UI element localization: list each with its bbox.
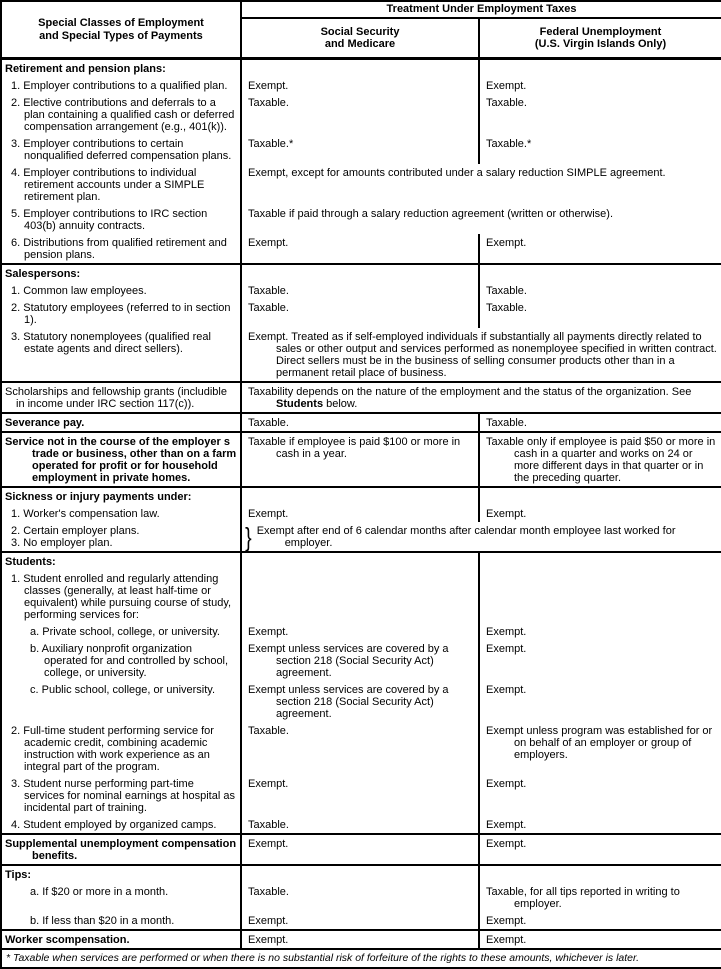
- header-row-top: [1, 1, 721, 18]
- answer-text: Exempt.: [248, 838, 289, 850]
- table-row: [1, 94, 721, 135]
- row-label: 3. No employer plan.: [11, 537, 113, 549]
- answer-text: Exempt unless services are covered by a section 218 (Social Security Act) agreement.: [248, 684, 449, 720]
- federal-unemployment-cell: [479, 135, 721, 164]
- answer-text: [242, 386, 721, 410]
- row-label: b. Auxiliary nonprofit organization operated for and controlled by school, college, or university.: [30, 643, 229, 679]
- empty-cell: [241, 865, 479, 883]
- answer-text: Exempt.: [486, 643, 527, 655]
- table-row: [1, 930, 721, 949]
- answer-text: Exempt.: [486, 778, 527, 790]
- braced-answer: [242, 522, 721, 552]
- column-header-line: and Medicare: [324, 38, 396, 50]
- empty-cell: [241, 264, 479, 282]
- row-label: c. Public school, college, or university.: [30, 684, 216, 696]
- empty-cell: [241, 487, 479, 505]
- answer-text: Taxable.: [248, 285, 289, 297]
- table-row: [1, 413, 721, 432]
- answer-text: Taxable.*: [248, 138, 294, 150]
- table-row: [1, 552, 721, 570]
- section-title: Sickness or injury payments under:: [5, 491, 192, 503]
- column-header-line: Social Security: [320, 25, 400, 38]
- federal-unemployment-cell: [479, 623, 721, 640]
- empty-cell: [479, 570, 721, 623]
- row-label-cell: [1, 234, 241, 264]
- section-title: Salespersons:: [5, 268, 81, 280]
- social-security-cell: [241, 912, 479, 930]
- row-label-cell: [1, 205, 241, 234]
- footnote-text: * Taxable when services are performed or when there is no substantial risk of forfeiture of the rights to these amounts, whichever is later.: [1, 949, 721, 968]
- column-header-line: (U.S. Virgin Islands Only): [534, 38, 667, 50]
- social-security-cell: [241, 234, 479, 264]
- row-label: 5. Employer contributions to IRC section 403(b) annuity contracts.: [11, 208, 208, 232]
- row-label-cell: [1, 487, 241, 505]
- answer-text: Exempt.: [248, 237, 289, 249]
- row-label-cell: [1, 432, 241, 487]
- table-row: [1, 382, 721, 413]
- table-row: [1, 681, 721, 722]
- answer-text: Taxable.: [248, 417, 289, 429]
- answer-text: Exempt.: [486, 934, 527, 946]
- answer-text: below.: [323, 398, 358, 410]
- empty-cell: [241, 59, 479, 78]
- column-header-line: Federal Unemployment: [539, 25, 662, 38]
- footnote-row: [1, 949, 721, 968]
- row-label-cell: [1, 164, 241, 205]
- table-row: [1, 570, 721, 623]
- column-header-line: Special Classes of Employment: [38, 17, 204, 29]
- row-label-cell: [1, 930, 241, 949]
- answer-text: [253, 525, 721, 549]
- row-label-cell: [1, 59, 241, 78]
- social-security-cell: [241, 505, 479, 522]
- table-row: [1, 816, 721, 834]
- social-security-cell: [241, 413, 479, 432]
- federal-unemployment-cell: [479, 413, 721, 432]
- table-row: [1, 205, 721, 234]
- federal-unemployment-cell: [479, 94, 721, 135]
- social-security-cell: [241, 816, 479, 834]
- spanning-answer-cell: [241, 205, 721, 234]
- federal-unemployment-cell: [479, 77, 721, 94]
- table-row: [1, 640, 721, 681]
- answer-text: Taxable only if employee is paid $50 or more in cash in a quarter and works on 24 or more different days in that quarter or in the preceding quarter.: [486, 436, 716, 484]
- answer-text: Taxable.: [248, 725, 289, 737]
- row-label-cell: [1, 623, 241, 640]
- row-label-cell: [1, 775, 241, 816]
- row-label: 2. Full-time student performing service for academic credit, combining academic instruction with work experience as an integral part of the program.: [11, 725, 214, 773]
- federal-unemployment-cell: [479, 640, 721, 681]
- table-row: [1, 912, 721, 930]
- answer-text: Exempt.: [486, 684, 527, 696]
- section-title: Retirement and pension plans:: [5, 63, 166, 75]
- row-label: 2. Statutory employees (referred to in section 1).: [11, 302, 231, 326]
- social-security-cell: [241, 282, 479, 299]
- row-label: a. Private school, college, or university.: [30, 626, 220, 638]
- row-label-cell: [1, 912, 241, 930]
- row-label-cell: [1, 522, 241, 552]
- row-label: 3. Statutory nonemployees (qualified real estate agents and direct sellers).: [11, 331, 211, 355]
- federal-unemployment-cell: [479, 282, 721, 299]
- table-row: [1, 135, 721, 164]
- row-label: 2. Elective contributions and deferrals to a plan containing a qualified cash or deferred compensation arrangement (e.g., 401(k)).: [11, 97, 235, 133]
- social-security-cell: [241, 299, 479, 328]
- table-row: [1, 77, 721, 94]
- empty-cell: [479, 865, 721, 883]
- row-label: 1. Employer contributions to a qualified plan.: [11, 80, 228, 92]
- table-row: [1, 282, 721, 299]
- social-security-cell: [241, 640, 479, 681]
- row-label-cell: [1, 883, 241, 912]
- federal-unemployment-cell: [479, 722, 721, 775]
- answer-text: Taxable if employee is paid $100 or more in cash in a year.: [248, 436, 461, 460]
- answer-text: Exempt.: [486, 80, 527, 92]
- spanning-answer-cell: [241, 164, 721, 205]
- section-title: Worker scompensation.: [5, 934, 130, 946]
- table-row: [1, 432, 721, 487]
- spanning-answer-cell: [241, 382, 721, 413]
- row-label-cell: [1, 94, 241, 135]
- answer-text: Exempt.: [486, 508, 527, 520]
- table-row: [1, 487, 721, 505]
- row-label: 1. Worker's compensation law.: [11, 508, 160, 520]
- row-label-cell: [1, 413, 241, 432]
- answer-text: Exempt.: [248, 80, 289, 92]
- social-security-cell: [241, 930, 479, 949]
- empty-cell: [241, 570, 479, 623]
- answer-text: Exempt.: [486, 626, 527, 638]
- row-label-cell: [1, 505, 241, 522]
- answer-text: Taxable.: [248, 302, 289, 314]
- column-header-federal-unemployment: [479, 18, 721, 59]
- section-title: Service not in the course of the employer s trade or business, other than on a farm operated for profit or for household employment in private homes.: [5, 436, 237, 484]
- answer-text: Exempt.: [248, 508, 289, 520]
- section-title: Tips:: [5, 869, 32, 881]
- answer-text: [242, 208, 721, 220]
- empty-cell: [479, 264, 721, 282]
- empty-cell: [479, 487, 721, 505]
- row-label-cell: [1, 282, 241, 299]
- social-security-cell: [241, 775, 479, 816]
- answer-text: Taxable, for all tips reported in writing to employer.: [486, 886, 680, 910]
- row-label-cell: [1, 722, 241, 775]
- table-row: [1, 623, 721, 640]
- row-label-cell: [1, 681, 241, 722]
- table-row: [1, 505, 721, 522]
- social-security-cell: [241, 94, 479, 135]
- table-row: [1, 328, 721, 382]
- federal-unemployment-cell: [479, 505, 721, 522]
- column-header-special-classes: [1, 1, 241, 59]
- empty-cell: [479, 59, 721, 78]
- table-row: [1, 299, 721, 328]
- row-label: 1. Common law employees.: [11, 285, 147, 297]
- social-security-cell: [241, 681, 479, 722]
- row-label: 6. Distributions from qualified retirement and pension plans.: [11, 237, 227, 261]
- federal-unemployment-cell: [479, 930, 721, 949]
- social-security-cell: [241, 77, 479, 94]
- table-row: [1, 522, 721, 552]
- answer-text: Exempt unless services are covered by a section 218 (Social Security Act) agreement.: [248, 643, 449, 679]
- row-label: b. If less than $20 in a month.: [30, 915, 175, 927]
- social-security-cell: [241, 432, 479, 487]
- row-label: a. If $20 or more in a month.: [30, 886, 169, 898]
- answer-text: [242, 331, 721, 379]
- answer-text: Exempt.: [486, 915, 527, 927]
- row-label-cell: [1, 382, 241, 413]
- answer-text: Taxable if paid through a salary reduction agreement (written or otherwise).: [248, 208, 614, 220]
- row-label-cell: [1, 834, 241, 865]
- spanning-answer-cell: [241, 522, 721, 552]
- empty-cell: [479, 552, 721, 570]
- social-security-cell: [241, 623, 479, 640]
- social-security-cell: [241, 883, 479, 912]
- row-label-cell: [1, 570, 241, 623]
- answer-text: Exempt.: [486, 237, 527, 249]
- federal-unemployment-cell: [479, 883, 721, 912]
- answer-text: Taxable.: [486, 302, 527, 314]
- answer-text: Exempt. Treated as if self-employed individuals if substantially all payments directly related to sales or other output and services performed as nonemployee specified in written contract. Direct sellers must be in the business of selling consumer products other than in a permanent retail place of business.: [248, 331, 717, 379]
- table-row: [1, 775, 721, 816]
- answer-text: Taxable.*: [486, 138, 532, 150]
- empty-cell: [241, 552, 479, 570]
- answer-text: Exempt.: [248, 626, 289, 638]
- row-label-cell: [1, 552, 241, 570]
- social-security-cell: [241, 722, 479, 775]
- answer-text: Exempt unless program was established for or on behalf of an employer or group of employers.: [486, 725, 713, 761]
- table-row: [1, 865, 721, 883]
- answer-text: Exempt, except for amounts contributed under a salary reduction SIMPLE agreement.: [248, 167, 666, 179]
- table-row: [1, 722, 721, 775]
- column-header-treatment: Treatment Under Employment Taxes: [241, 1, 721, 18]
- federal-unemployment-cell: [479, 299, 721, 328]
- social-security-cell: [241, 834, 479, 865]
- federal-unemployment-cell: [479, 775, 721, 816]
- section-title: Supplemental unemployment compensation benefits.: [5, 838, 237, 862]
- row-label: 3. Employer contributions to certain nonqualified deferred compensation plans.: [11, 138, 232, 162]
- answer-text: [242, 167, 721, 179]
- row-label: Scholarships and fellowship grants (includible in income under IRC section 117(c)).: [5, 386, 227, 410]
- answer-text: Exempt.: [486, 819, 527, 831]
- row-label-cell: [1, 328, 241, 382]
- brace-icon: }: [245, 522, 252, 552]
- answer-text: Exempt.: [248, 934, 289, 946]
- row-label: 3. Student nurse performing part-time services for nominal earnings at hospital as incidental part of training.: [11, 778, 235, 814]
- emphasized-text: Students: [276, 398, 324, 410]
- answer-text: Taxable.: [248, 819, 289, 831]
- federal-unemployment-cell: [479, 234, 721, 264]
- federal-unemployment-cell: [479, 816, 721, 834]
- section-title: Severance pay.: [5, 417, 85, 429]
- row-label: 4. Employer contributions to individual retirement accounts under a SIMPLE retirement plan.: [11, 167, 205, 203]
- column-header-social-security: [241, 18, 479, 59]
- column-header-line: and Special Types of Payments: [39, 29, 203, 42]
- answer-text: Exempt.: [248, 778, 289, 790]
- federal-unemployment-cell: [479, 834, 721, 865]
- answer-text: Taxable.: [486, 97, 527, 109]
- row-label-cell: [1, 264, 241, 282]
- table-row: [1, 59, 721, 78]
- row-label: 2. Certain employer plans.: [11, 525, 140, 537]
- table-body: [1, 59, 721, 969]
- row-label-cell: [1, 135, 241, 164]
- row-label-cell: [1, 299, 241, 328]
- row-label-cell: [1, 865, 241, 883]
- row-label: 1. Student enrolled and regularly attending classes (generally, at least half-time or equivalent) while pursuing course of study, performing services for:: [11, 573, 232, 621]
- answer-text: Taxable.: [248, 97, 289, 109]
- table-row: [1, 234, 721, 264]
- table-row: [1, 164, 721, 205]
- table-row: [1, 883, 721, 912]
- social-security-cell: [241, 135, 479, 164]
- section-title: Students:: [5, 556, 56, 568]
- row-label-cell: [1, 77, 241, 94]
- federal-unemployment-cell: [479, 432, 721, 487]
- row-label: 4. Student employed by organized camps.: [11, 819, 217, 831]
- answer-text: Taxable.: [486, 417, 527, 429]
- table-row: [1, 264, 721, 282]
- table-row: [1, 834, 721, 865]
- answer-text: Taxability depends on the nature of the employment and the status of the organization. See: [248, 386, 692, 398]
- federal-unemployment-cell: [479, 681, 721, 722]
- answer-text: Exempt after end of 6 calendar months after calendar month employee last worked for employer.: [256, 525, 676, 549]
- answer-text: Exempt.: [486, 838, 527, 850]
- spanning-answer-cell: [241, 328, 721, 382]
- answer-text: Taxable.: [486, 285, 527, 297]
- table-header: [1, 1, 721, 59]
- row-label-cell: [1, 816, 241, 834]
- answer-text: Taxable.: [248, 886, 289, 898]
- answer-text: Exempt.: [248, 915, 289, 927]
- federal-unemployment-cell: [479, 912, 721, 930]
- row-label-cell: [1, 640, 241, 681]
